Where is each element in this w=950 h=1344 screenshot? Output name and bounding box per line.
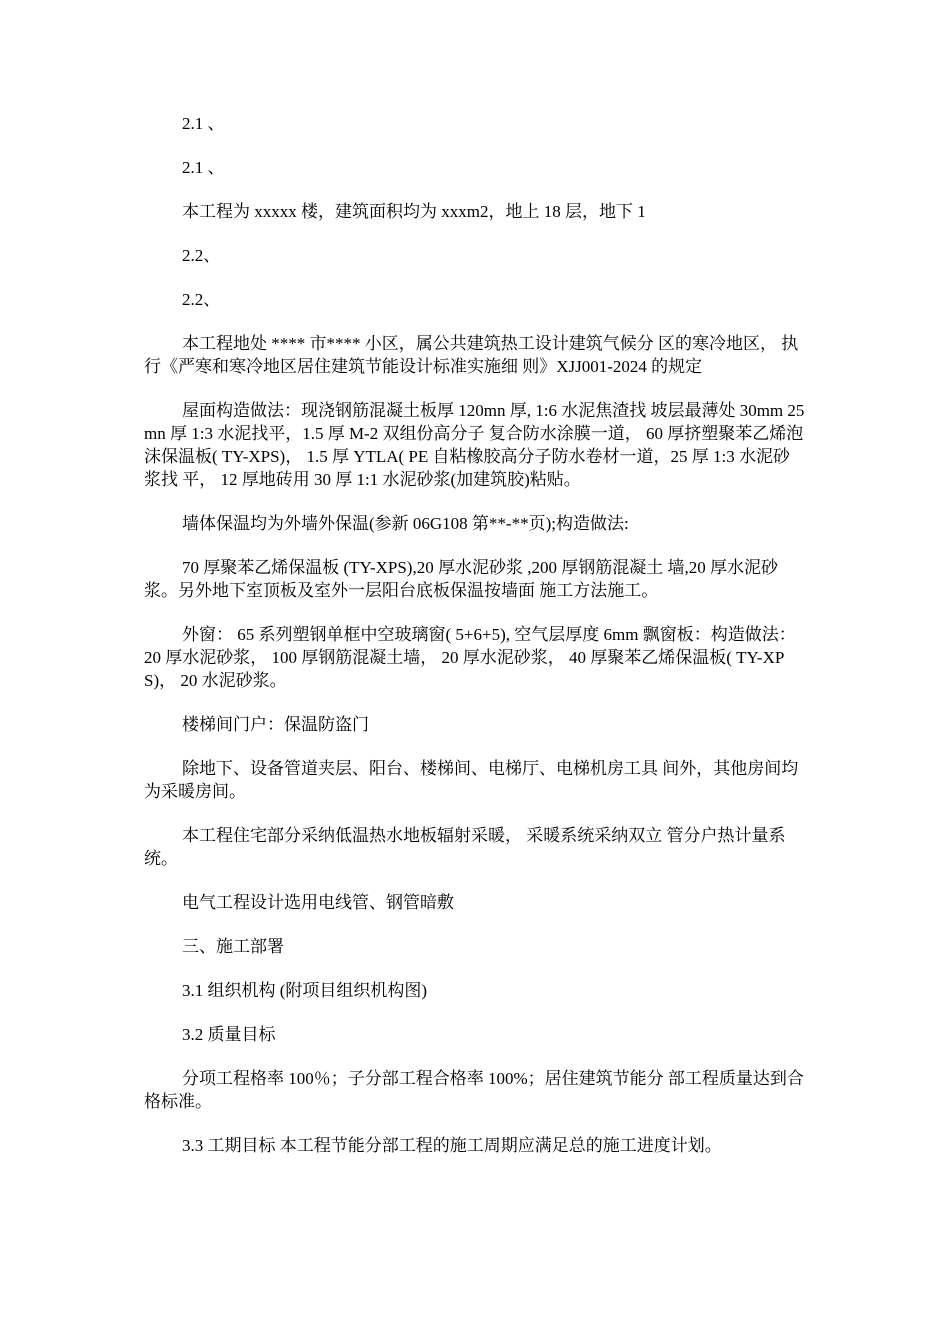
paragraph-heating-system: 本工程住宅部分采纳低温热水地板辐射采暖， 采暖系统采纳双立 管分户热计量系统。 <box>144 826 786 868</box>
paragraph-electrical: 电气工程设计选用电线管、钢管暗敷 <box>182 893 454 912</box>
paragraph-building-overview: 本工程为 xxxxx 楼，建筑面积均为 xxxm2，地上 18 层，地下 1 <box>182 202 646 221</box>
heading-section-3: 三、施工部署 <box>182 937 284 956</box>
paragraph-location-standard: 本工程地处 **** 市**** 小区，属公共建筑热工设计建筑气候分 区的寒冷地区， 执行《严寒和寒冷地区居住建筑节能设计标准实施细 则》XJJ001-2024 的规定 <box>144 334 799 376</box>
heading-2-2-a: 2.2、 <box>182 246 221 265</box>
heading-3-1: 3.1 组织机构 (附项目组织机构图) <box>182 981 428 1000</box>
paragraph-stairwell-doors: 楼梯间门户：保温防盗门 <box>182 715 369 734</box>
paragraph-heated-rooms: 除地下、设备管道夹层、阳台、楼梯间、电梯厅、电梯机房工具 间外，其他房间均为采暖房间。 <box>144 759 799 801</box>
paragraph-schedule-target: 3.3 工期目标 本工程节能分部工程的施工周期应满足总的施工进度计划。 <box>182 1136 722 1155</box>
paragraph-wall-layers: 70 厚聚苯乙烯保温板 (TY-XPS),20 厚水泥砂浆 ,200 厚钢筋混凝土 墙,20 厚水泥砂浆。另外地下室顶板及室外一层阳台底板保温按墙面 施工方法施工。 <box>144 558 778 600</box>
paragraph-exterior-windows: 外窗： 65 系列塑钢单框中空玻璃窗( 5+6+5), 空气层厚度 6mm 飘窗板：构造做法： 20 厚水泥砂浆， 100 厚钢筋混凝土墙， 20 厚水泥砂浆， 40 厚聚苯乙烯保温板( TY-XPS)， 20 水泥砂浆。 <box>144 625 796 690</box>
paragraph-wall-insulation: 墙体保温均为外墙外保温(参新 06G108 第**-**页);构造做法: <box>182 514 629 533</box>
heading-3-2: 3.2 质量目标 <box>182 1025 276 1044</box>
document-body <box>144 112 806 1178</box>
heading-2-1-a: 2.1 、 <box>182 114 225 133</box>
paragraph-roof-construction: 屋面构造做法：现浇钢筋混凝土板厚 120mn 厚, 1:6 水泥焦渣找 坡层最薄处 30mm 25mn 厚 1:3 水泥找平，1.5 厚 M-2 双组份高分子 复合防水涂膜一道， 60 厚挤塑聚苯乙烯泡沫保温板( TY-XPS)， 1.5 厚 YTLA( PE 自粘橡胶高分子防水卷材一道，25 厚 1:3 水泥砂浆找 平， 12 厚地砖用 30 厚 1:1 水泥砂浆(加建筑胶)粘贴。 <box>144 401 805 489</box>
paragraph-quality-targets: 分项工程格率 100％；子分部工程合格率 100%；居住建筑节能分 部工程质量达到合格标准。 <box>144 1069 804 1111</box>
heading-2-2-b: 2.2、 <box>182 290 221 309</box>
heading-2-1-b: 2.1 、 <box>182 158 225 177</box>
